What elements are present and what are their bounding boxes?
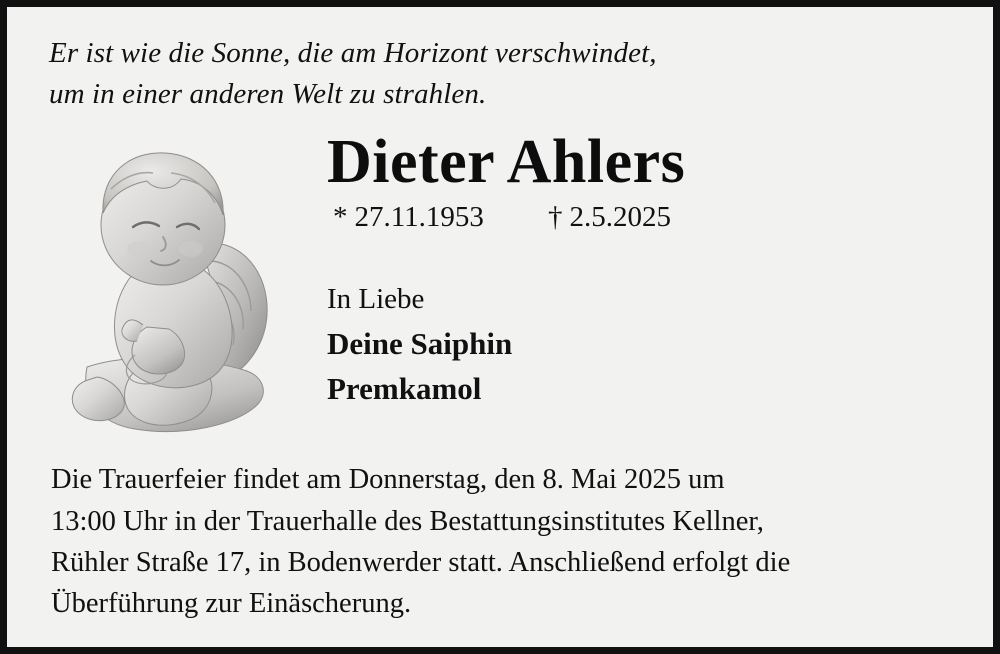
cross-symbol-icon: † — [547, 201, 563, 234]
birth-symbol-icon: * — [333, 201, 348, 234]
birth-date-group — [333, 201, 484, 234]
death-date: 2.5.2025 — [569, 201, 671, 234]
epitaph — [49, 33, 963, 115]
mourner-name-2: Premkamol — [327, 370, 482, 406]
epitaph-line-2: um in einer anderen Welt zu strahlen. — [49, 78, 487, 111]
funeral-details-line-3: Rühler Straße 17, in Bodenwerder statt. Anschließend erfolgt die — [51, 546, 791, 578]
mourner-name-1: Deine Saiphin — [327, 325, 513, 361]
birth-date: 27.11.1953 — [354, 201, 484, 234]
deceased-name: Dieter Ahlers — [327, 128, 686, 197]
dedication-block — [327, 281, 512, 411]
funeral-details-line-2: 13:00 Uhr in der Trauerhalle des Bestattungsinstitutes Kellner, — [51, 505, 764, 537]
death-date-group — [548, 201, 671, 234]
life-dates — [333, 201, 963, 234]
dedication-intro: In Liebe — [327, 283, 425, 316]
funeral-details-line-4: Überführung zur Einäscherung. — [51, 588, 412, 620]
funeral-details — [51, 459, 963, 624]
epitaph-line-1: Er ist wie die Sonne, die am Horizont verschwindet, — [49, 37, 657, 69]
deceased-name-block — [327, 128, 963, 234]
funeral-details-line-1: Die Trauerfeier findet am Donnerstag, den 8. Mai 2025 um — [51, 464, 725, 496]
angel-cherub-icon — [51, 129, 301, 449]
notice-body — [37, 121, 963, 451]
